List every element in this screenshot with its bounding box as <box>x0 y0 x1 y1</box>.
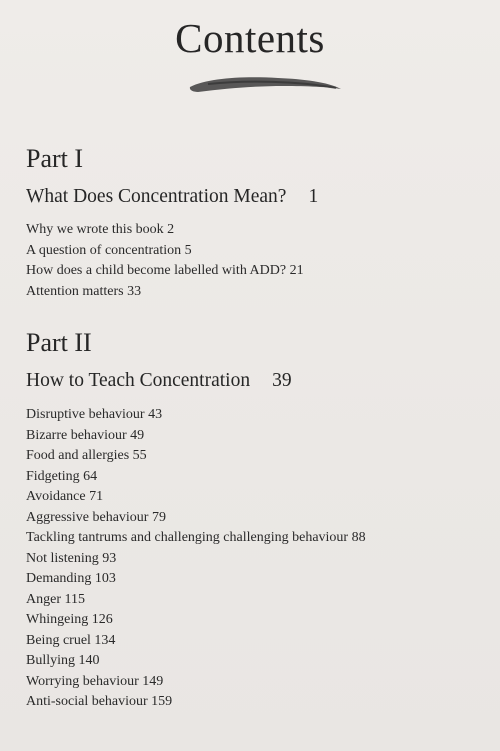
toc-entry: Being cruel 134 <box>26 632 116 648</box>
part-2-entry-list <box>26 405 366 713</box>
toc-entry: Why we wrote this book 2 <box>26 222 175 237</box>
part-1-subtitle-text: What Does Concentration Mean? <box>26 186 287 207</box>
page-title: Contents <box>175 15 325 61</box>
toc-entry: Fidgeting 64 <box>26 468 98 484</box>
part-2-subtitle-page: 39 <box>272 370 292 391</box>
toc-entry: Demanding 103 <box>26 571 116 586</box>
toc-entry: Anti-social behaviour 159 <box>26 694 173 709</box>
toc-entry: Anger 115 <box>26 591 85 607</box>
part-1-entry-list <box>26 220 304 302</box>
part-1-subtitle <box>26 186 318 208</box>
toc-entry: Aggressive behaviour 79 <box>26 509 166 525</box>
toc-entry: Bizarre behaviour 49 <box>26 427 145 443</box>
toc-entry: Disruptive behaviour 43 <box>26 407 163 422</box>
part-2-heading: Part II <box>26 328 92 357</box>
toc-entry: Avoidance 71 <box>26 489 104 504</box>
part-1-subtitle-page: 1 <box>308 186 319 207</box>
toc-entry: Whingeing 126 <box>26 612 113 627</box>
toc-entry: Tackling tantrums and challenging challenging behaviour 88 <box>26 530 366 545</box>
toc-entry: Not listening 93 <box>26 550 117 566</box>
toc-entry: Food and allergies 55 <box>26 448 147 463</box>
part-2-subtitle <box>26 370 292 392</box>
toc-entry: How does a child become labelled with ADD? 21 <box>26 263 304 278</box>
toc-entry: Worrying behaviour 149 <box>26 673 164 689</box>
toc-entry: A question of concentration 5 <box>26 242 192 258</box>
brush-stroke-divider <box>188 74 343 96</box>
part-2-subtitle-text: How to Teach Concentration <box>26 370 251 391</box>
part-1-heading: Part I <box>26 144 84 173</box>
toc-entry: Attention matters 33 <box>26 283 142 299</box>
toc-entry: Bullying 140 <box>26 653 100 668</box>
